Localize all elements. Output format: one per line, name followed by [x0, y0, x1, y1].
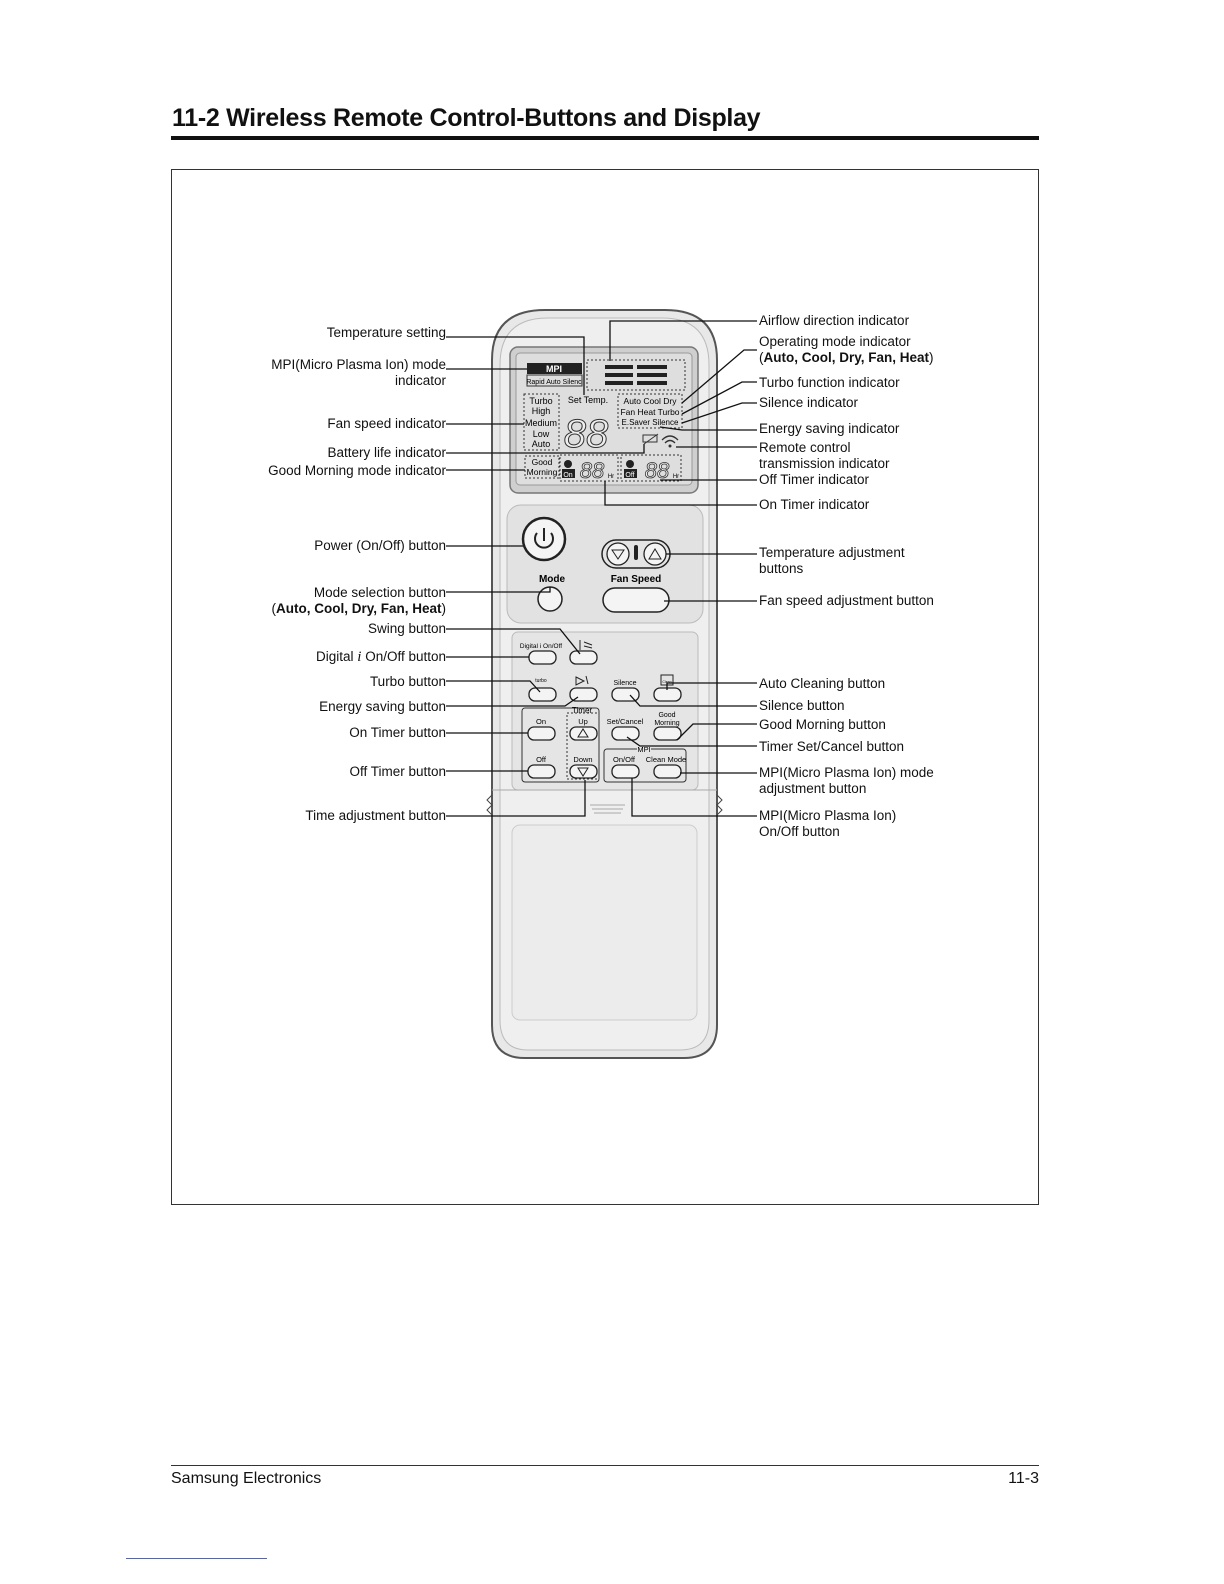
- label-time-adjustment-button: Time adjustment button: [305, 808, 446, 823]
- good-morning-indicator-2: Morning: [526, 467, 558, 477]
- label-remote-transmission-line1: Remote control: [759, 440, 851, 455]
- label-mpi-mode-indicator-line1: MPI(Micro Plasma Ion) mode: [271, 357, 446, 372]
- label-auto-cleaning: Auto Cleaning button: [759, 676, 886, 691]
- label-off-timer-indicator: Off Timer indicator: [759, 472, 870, 487]
- airflow-bar-3: [605, 373, 633, 377]
- on-timer-button: [528, 727, 555, 740]
- label-mpi-mode-adjust-line1: MPI(Micro Plasma Ion) mode: [759, 765, 934, 780]
- label-operating-mode-line2: (Auto, Cool, Dry, Fan, Heat): [759, 350, 934, 365]
- good-morning-button: [654, 727, 681, 740]
- down-label: Down: [573, 755, 593, 764]
- off-timer-button: [528, 765, 555, 778]
- airflow-bar-1: [605, 365, 633, 369]
- label-swing-button: Swing button: [367, 621, 446, 636]
- label-mpi-mode-adjust-line2: adjustment button: [759, 781, 867, 796]
- footer-company: Samsung Electronics: [171, 1470, 322, 1487]
- label-airflow-direction: Airflow direction indicator: [759, 313, 910, 328]
- mode-row-1: Auto Cool Dry: [623, 396, 677, 406]
- silence-button: [612, 688, 639, 701]
- label-operating-mode-modes: Auto, Cool, Dry, Fan, Heat: [763, 350, 930, 365]
- thermometer-icon: [634, 545, 638, 560]
- label-good-morning-indicator: Good Morning mode indicator: [268, 463, 446, 478]
- label-off-timer-button: Off Timer button: [349, 764, 446, 779]
- footer-page-number: 11-3: [1008, 1470, 1039, 1487]
- label-mode-selection-modes: Auto, Cool, Dry, Fan, Heat: [275, 601, 442, 616]
- label-mode-selection-button: [271, 585, 446, 617]
- mpi-label: MPI: [637, 745, 651, 754]
- label-remote-transmission: [759, 440, 890, 472]
- on-timer-hr: Hr: [607, 474, 615, 480]
- label-mode-selection-line1: Mode selection button: [313, 585, 446, 600]
- turbo-icon: turbo: [535, 678, 547, 684]
- label-digital-i: i: [357, 649, 362, 665]
- label-remote-transmission-line2: transmission indicator: [759, 456, 890, 471]
- timer-label: Timer: [571, 706, 593, 715]
- label-temp-adjust-line2: buttons: [759, 561, 804, 576]
- mode-row-3: E.Saver Silence: [621, 418, 679, 427]
- label-silence-button: Silence button: [759, 698, 845, 713]
- mpi-onoff-label: On/Off: [613, 755, 635, 764]
- bottom-link-line: [126, 1558, 267, 1559]
- rapid-indicator-text: Rapid Auto Silenc: [526, 379, 582, 386]
- on-timer-label: On: [563, 472, 573, 479]
- fan-speed-medium: Medium: [524, 418, 558, 428]
- off-timer-label: Off: [625, 472, 635, 479]
- clean-mode-label: Clean Mode: [645, 755, 687, 764]
- temp-up-button: [644, 543, 666, 565]
- set-temp-label: Set Temp.: [567, 395, 609, 405]
- label-mpi-onoff-line1: MPI(Micro Plasma Ion): [759, 808, 897, 823]
- label-temp-adjust-buttons: [759, 545, 905, 577]
- label-good-morning-button: Good Morning button: [759, 717, 886, 732]
- footer-rule: [171, 1465, 1039, 1466]
- temp-digits: 88: [563, 412, 609, 456]
- label-operating-mode: [759, 334, 934, 366]
- label-mpi-onoff: [759, 808, 896, 840]
- svg-text:Clean: Clean: [662, 680, 672, 684]
- label-mpi-mode-indicator: [271, 357, 446, 389]
- label-fan-speed-adjust: Fan speed adjustment button: [759, 593, 934, 608]
- fan-speed-auto: Auto: [531, 439, 551, 449]
- off-button-label: Off: [536, 755, 546, 764]
- good-morning-indicator-1: Good: [531, 457, 553, 467]
- fan-speed-low: Low: [532, 429, 550, 439]
- up-label: Up: [578, 717, 588, 726]
- mpi-indicator-text: MPI: [545, 364, 563, 374]
- airflow-bar-5: [605, 381, 633, 385]
- label-operating-mode-line1: Operating mode indicator: [759, 334, 911, 349]
- label-energy-saving-indicator: Energy saving indicator: [759, 421, 900, 436]
- page-title: 11-2 Wireless Remote Control-Buttons and Display: [172, 104, 761, 132]
- turbo-button: [529, 688, 556, 701]
- label-battery-life-indicator: Battery life indicator: [327, 445, 446, 460]
- label-digital-suffix: On/Off button: [365, 649, 446, 664]
- on-button-label: On: [535, 717, 547, 726]
- airflow-bar-4: [637, 373, 667, 377]
- digital-onoff-label: Digital i On/Off: [519, 643, 563, 650]
- label-mpi-onoff-line2: On/Off button: [759, 824, 840, 839]
- remote-back-cover: [512, 825, 697, 1020]
- label-on-timer-button: On Timer button: [349, 725, 446, 740]
- label-fan-speed-indicator: Fan speed indicator: [327, 416, 446, 431]
- label-digital-prefix: Digital: [315, 649, 354, 664]
- good-morning-label-2: Morning: [654, 720, 680, 727]
- airflow-bar-2: [637, 365, 667, 369]
- on-timer-digits: 88: [579, 458, 605, 483]
- set-cancel-button: [612, 727, 639, 740]
- on-timer-clock-icon: [564, 460, 572, 468]
- off-timer-clock-icon: [626, 460, 634, 468]
- off-timer-digits: 88: [644, 458, 670, 483]
- set-cancel-label: Set/Cancel: [606, 717, 644, 726]
- label-silence-indicator: Silence indicator: [759, 395, 859, 410]
- mode-row-2: Fan Heat Turbo: [620, 407, 680, 417]
- label-digital-onoff-button: [316, 649, 446, 665]
- label-timer-set-cancel: Timer Set/Cancel button: [759, 739, 905, 754]
- label-mpi-mode-indicator-line2: indicator: [394, 373, 446, 388]
- mpi-onoff-button: [612, 765, 639, 778]
- airflow-bar-6: [637, 381, 667, 385]
- temp-down-button: [607, 543, 629, 565]
- label-on-timer-indicator: On Timer indicator: [759, 497, 870, 512]
- digital-onoff-button: [529, 651, 556, 664]
- mode-label: Mode: [538, 574, 566, 585]
- silence-label: Silence: [613, 680, 637, 687]
- fan-speed-label: Fan Speed: [610, 574, 662, 585]
- label-power-button: Power (On/Off) button: [314, 538, 446, 553]
- label-turbo-function: Turbo function indicator: [759, 375, 900, 390]
- off-timer-hr: Hr: [672, 474, 680, 480]
- label-temp-adjust-line1: Temperature adjustment: [759, 545, 905, 560]
- label-mode-selection-line2: (Auto, Cool, Dry, Fan, Heat): [271, 601, 446, 616]
- label-turbo-button: Turbo button: [369, 674, 446, 689]
- swing-button: [570, 651, 597, 664]
- label-mpi-mode-adjust: [759, 765, 934, 797]
- fan-speed-high: High: [531, 406, 551, 416]
- label-energy-saving-button: Energy saving button: [319, 699, 446, 714]
- clean-mode-button: [654, 765, 681, 778]
- fan-speed-button: [603, 588, 669, 612]
- good-morning-label-1: Good: [658, 712, 676, 719]
- fan-speed-turbo: Turbo: [529, 396, 553, 406]
- label-temperature-setting: Temperature setting: [326, 325, 446, 340]
